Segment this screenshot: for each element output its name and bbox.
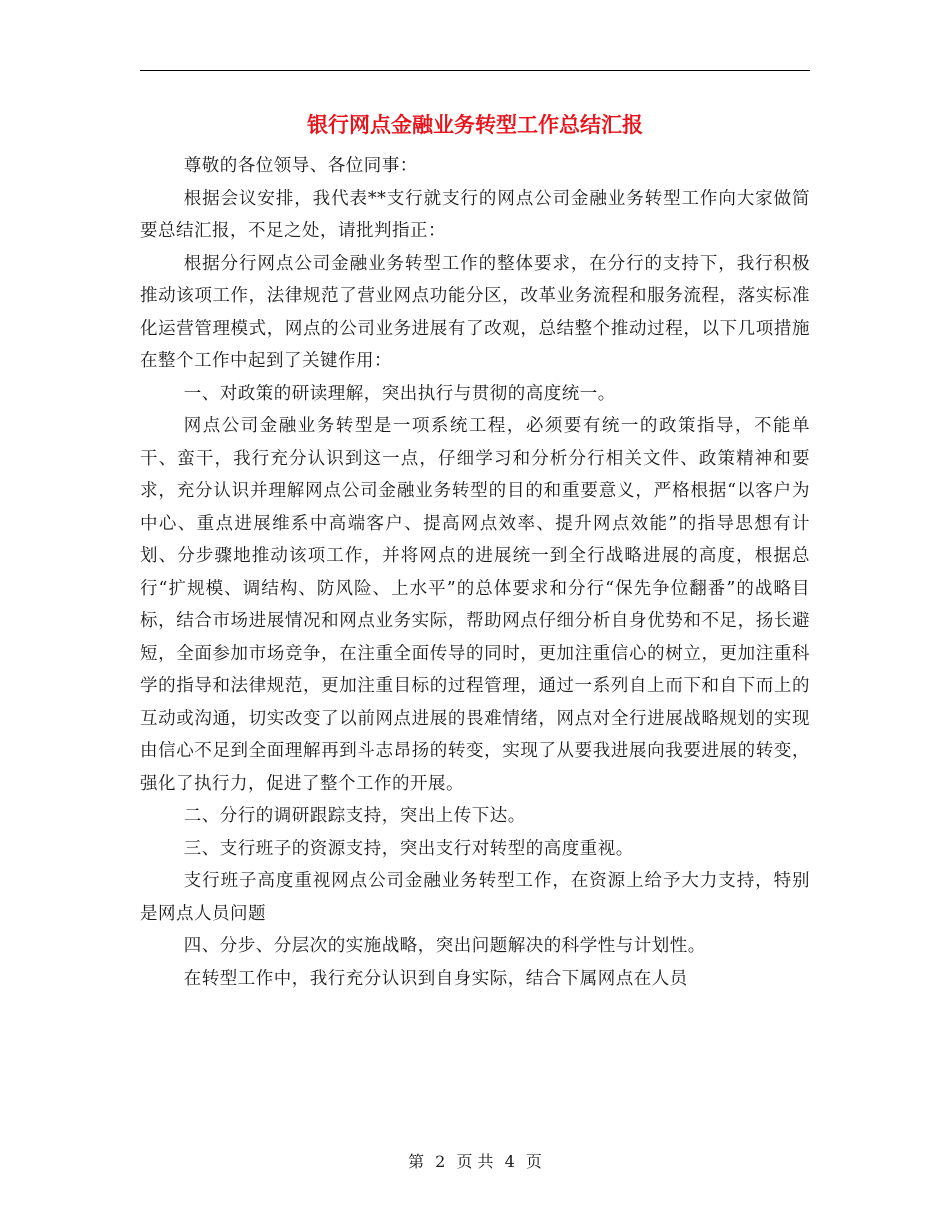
footer-prefix: 第: [408, 1152, 425, 1171]
footer-middle: 页 共: [456, 1152, 494, 1171]
paragraph-section-4: 在转型工作中，我行充分认识到自身实际，结合下属网点在人员: [183, 968, 688, 989]
document-title: 银行网点金融业务转型工作总结汇报: [307, 113, 643, 137]
paragraph-salutation: 尊敬的各位领导、各位同事：: [183, 156, 418, 176]
paragraph-section-1: 网点公司金融业务转型是一项系统工程，必须要有统一的政策指导，不能单干、蛮干，我行充分认识到这一点，仔细学习和分析分行相关文件、政策精神和要求，充分认识并理解网点公司金融业务转型的目的和重要意义，严格根据“以客户为中心、重点进展维系中高端客户、提高网点效率、提升网点效能”的指导思想有计划、分步骤地推动该项工作，并将网点的进展统一到全行战略进展的高度，根据总行“扩规模、调结构、防风险、上水平”的总体要求和分行“保先争位翻番”的战略目标，结合市场进展情况和网点业务实际，帮助网点仔细分析自身优势和不足，扬长避短，全面参加市场竞争，在注重全面传导的同时，更加注重信心的树立，更加注重科学的指导和法律规范，更加注重目标的过程管理，通过一系列自上而下和自下而上的互动或沟通，切实改变了以前网点进展的畏难情绪，网点对全行进展战略规划的实现由信心不足到全面理解再到斗志昂扬的转变，实现了从要我进展向我要进展的转变，强化了执行力，促进了整个工作的开展。: [140, 416, 810, 794]
current-page-number: 2: [435, 1152, 446, 1171]
page-footer: [0, 1150, 950, 1174]
section-heading-3: 三、支行班子的资源支持，突出支行对转型的高度重视。: [183, 838, 634, 859]
header-rule: [140, 70, 810, 71]
section-heading-2: 二、分行的调研跟踪支持，突出上传下达。: [183, 806, 526, 826]
paragraph-overview: 根据分行网点公司金融业务转型工作的整体要求，在分行的支持下，我行积极推动该项工作，法律规范了营业网点功能分区，改革业务流程和服务流程，落实标准化运营管理模式，网点的公司业务进展有了改观，总结整个推动过程，以下几项措施在整个工作中起到了关键作用：: [140, 253, 810, 371]
document-body: [140, 150, 810, 995]
total-pages: 4: [504, 1152, 515, 1171]
paragraph-section-3: 支行班子高度重视网点公司金融业务转型工作，在资源上给予大力支持，特别是网点人员问题: [140, 871, 810, 924]
paragraph-intro: 根据会议安排，我代表**支行就支行的网点公司金融业务转型工作向大家做简要总结汇报，不足之处，请批判指正：: [140, 188, 810, 241]
section-heading-1: 一、对政策的研读理解，突出执行与贯彻的高度统一。: [183, 383, 616, 404]
footer-suffix: 页: [525, 1152, 542, 1171]
section-heading-4: 四、分步、分层次的实施战略，突出问题解决的科学性与计划性。: [183, 936, 706, 956]
